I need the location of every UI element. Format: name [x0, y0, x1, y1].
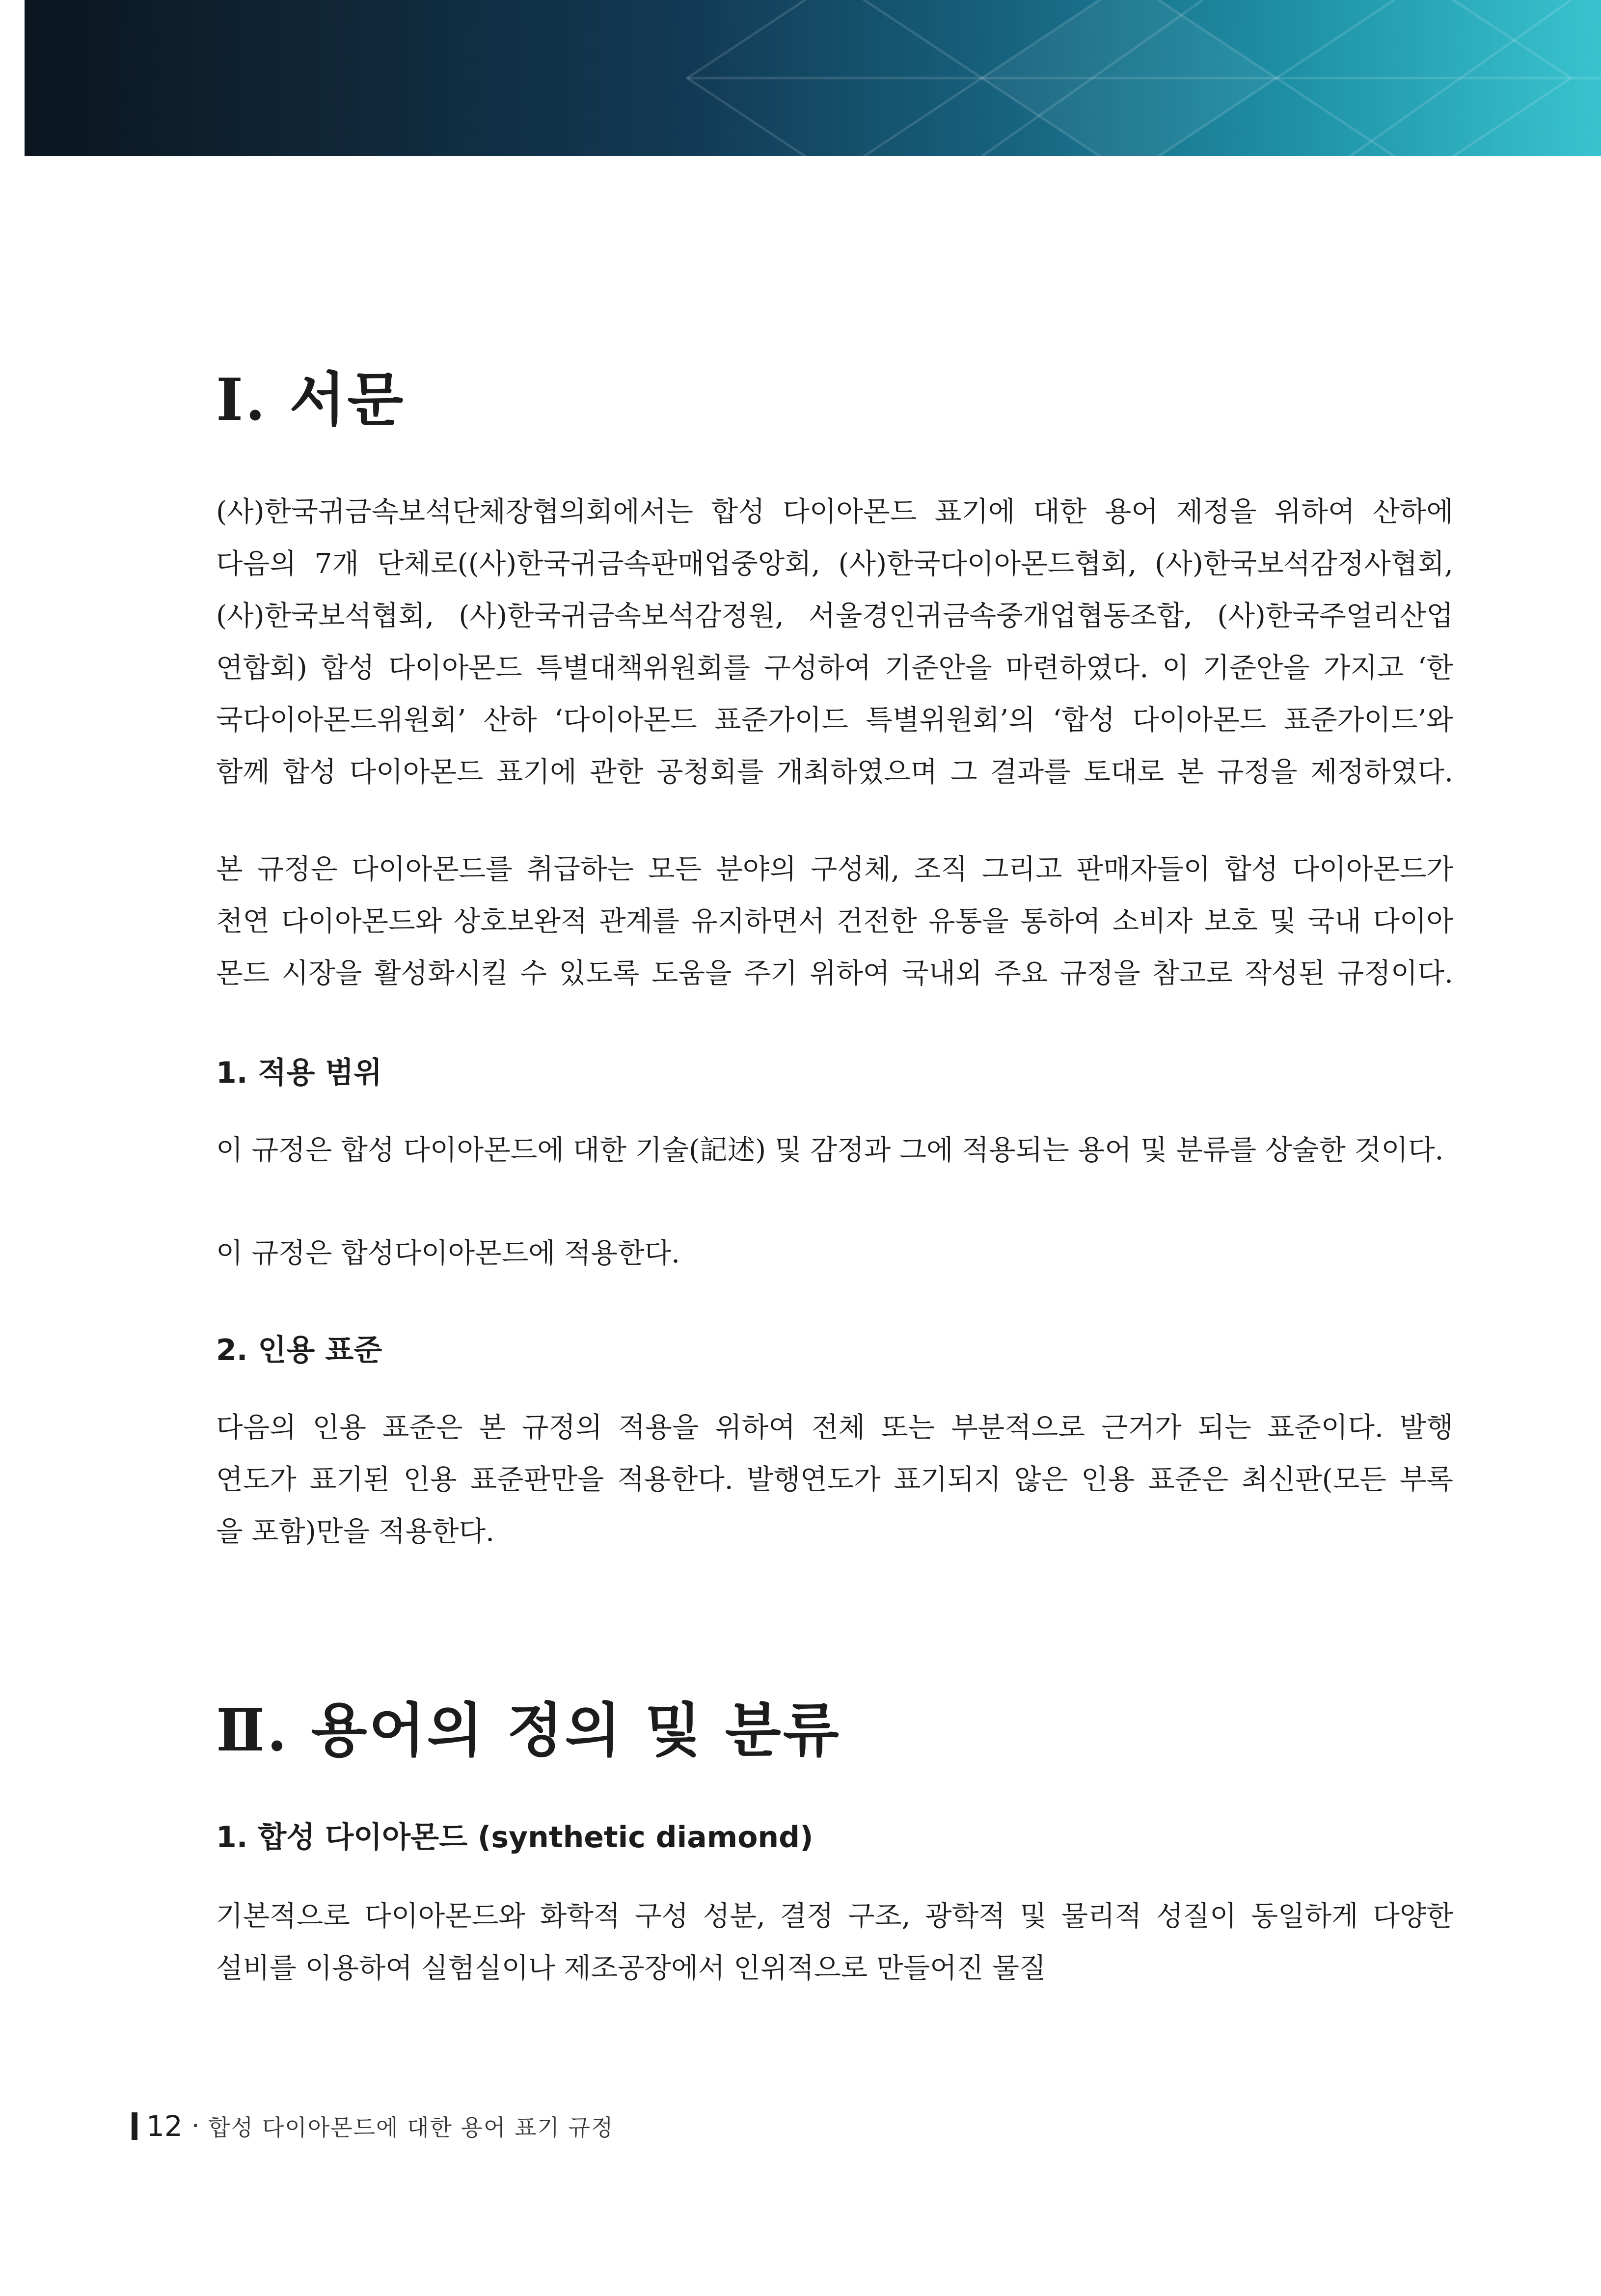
paragraph-line: 이 규정은 합성 다이아몬드에 대한 기술(記述) 및 감정과 그에 적용되는 용어 및 분류를 상술한 것이다.: [216, 1134, 1444, 1166]
page-number: 12: [146, 2109, 183, 2143]
paragraph-line: (사)한국보석협회, (사)한국귀금속보석감정원, 서울경인귀금속중개업협동조합, (사)한국주얼리산업: [216, 600, 1453, 632]
paragraph-line: 설비를 이용하여 실험실이나 제조공장에서 인위적으로 만들어진 물질: [216, 1952, 1046, 1984]
paragraph-line: (사)한국귀금속보석단체장협의회에서는 합성 다이아몬드 표기에 대한 용어 제정을 위하여 산하에: [216, 496, 1453, 528]
paragraph-line: 다음의 7개 단체로((사)한국귀금속판매업중앙회, (사)한국다이아몬드협회, (사)한국보석감정사협회,: [216, 548, 1453, 580]
references-heading: 2. 인용 표준: [216, 1333, 382, 1367]
section-2-heading: Ⅱ. 용어의 정의 및 분류: [216, 1696, 841, 1764]
paragraph-line: 을 포함)만을 적용한다.: [216, 1516, 495, 1548]
footer-separator: ·: [191, 2111, 200, 2141]
scope-paragraph-2: [216, 1228, 1453, 1280]
references-paragraph: [216, 1402, 1453, 1558]
scope-paragraph-1: [216, 1124, 1453, 1176]
paragraph-line: 이 규정은 합성다이아몬드에 적용한다.: [216, 1237, 680, 1269]
header-banner: [25, 0, 1601, 156]
paragraph-line: 기본적으로 다이아몬드와 화학적 구성 성분, 결정 구조, 광학적 및 물리적 성질이 동일하게 다양한: [216, 1900, 1453, 1932]
page-footer: [132, 2109, 614, 2143]
synthetic-diamond-definition: [216, 1890, 1453, 1995]
paragraph-line: 함께 합성 다이아몬드 표기에 관한 공청회를 개최하였으며 그 결과를 토대로 본 규정을 제정하였다.: [216, 756, 1453, 788]
paragraph-line: 천연 다이아몬드와 상호보완적 관계를 유지하면서 건전한 유통을 통하여 소비자 보호 및 국내 다이아: [216, 905, 1453, 937]
footer-doc-title: 합성 다이아몬드에 대한 용어 표기 규정: [208, 2114, 614, 2141]
paragraph-line: 몬드 시장을 활성화시킬 수 있도록 도움을 주기 위하여 국내외 주요 규정을 참고로 작성된 규정이다.: [216, 957, 1453, 989]
footer-bar: [132, 2112, 137, 2140]
paragraph-line: 본 규정은 다이아몬드를 취급하는 모든 분야의 구성체, 조직 그리고 판매자들이 합성 다이아몬드가: [216, 853, 1453, 885]
paragraph-line: 다음의 인용 표준은 본 규정의 적용을 위하여 전체 또는 부분적으로 근거가 되는 표준이다. 발행: [216, 1412, 1453, 1444]
purpose-paragraph: [216, 844, 1453, 1000]
section-1-heading: Ⅰ. 서문: [216, 365, 406, 434]
paragraph-line: 연도가 표기된 인용 표준판만을 적용한다. 발행연도가 표기되지 않은 인용 표준은 최신판(모든 부록: [216, 1464, 1453, 1496]
paragraph-line: 연합회) 합성 다이아몬드 특별대책위원회를 구성하여 기준안을 마련하였다. 이 기준안을 가지고 ‘한: [216, 652, 1453, 684]
paragraph-line: 국다이아몬드위원회’ 산하 ‘다이아몬드 표준가이드 특별위원회’의 ‘합성 다이아몬드 표준가이드’와: [216, 704, 1453, 736]
synthetic-diamond-heading: 1. 합성 다이아몬드 (synthetic diamond): [216, 1820, 814, 1855]
scope-heading: 1. 적용 범위: [216, 1056, 382, 1090]
intro-paragraph: [216, 486, 1453, 798]
banner-pattern: [25, 0, 1601, 156]
